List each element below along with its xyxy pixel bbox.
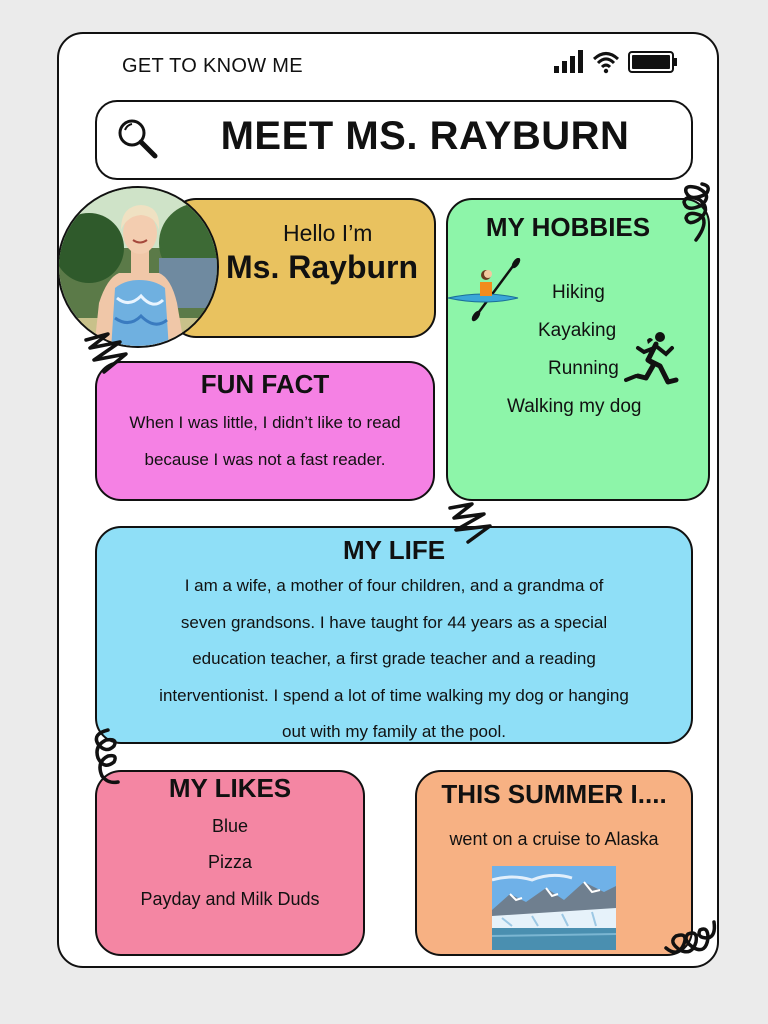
fun-fact-title: FUN FACT — [200, 369, 330, 399]
wifi-icon — [592, 50, 620, 74]
my-life-title: MY LIFE — [342, 535, 446, 565]
battery-icon — [628, 50, 678, 74]
hobby-item: Running — [548, 358, 619, 379]
hobbies-title: MY HOBBIES — [485, 212, 651, 242]
my-life-text — [108, 568, 680, 751]
avatar — [57, 186, 219, 348]
search-icon[interactable] — [117, 118, 159, 160]
hobby-item: Hiking — [552, 282, 605, 303]
page-title: MEET MS. RAYBURN — [220, 114, 630, 158]
my-life-line: education teacher, a first grade teacher and a reading — [192, 649, 596, 668]
my-life-line: I am a wife, a mother of four children, and a grandma of — [184, 576, 604, 595]
my-life-line: out with my family at the pool. — [282, 722, 506, 741]
squiggle-decoration — [84, 726, 128, 786]
hobby-item: Walking my dog — [507, 396, 642, 417]
fun-fact-text — [97, 404, 433, 478]
squiggle-decoration — [444, 500, 496, 546]
summer-text: went on a cruise to Alaska — [449, 829, 659, 849]
likes-title: MY LIKES — [168, 773, 292, 803]
fun-fact-line: When I was little, I didn’t like to read — [129, 413, 401, 432]
summer-title: THIS SUMMER I.... — [441, 779, 667, 809]
like-item: Pizza — [207, 852, 252, 872]
kayak-icon — [446, 258, 522, 322]
hobby-item: Kayaking — [538, 320, 617, 341]
squiggle-decoration — [82, 330, 134, 376]
my-life-line: interventionist. I spend a lot of time walking my dog or hanging — [159, 685, 629, 705]
squiggle-decoration — [668, 180, 714, 248]
intro-name: Ms. Rayburn — [226, 249, 419, 285]
intro-greeting: Hello I’m — [283, 220, 373, 246]
like-item: Payday and Milk Duds — [140, 889, 320, 909]
status-bar-title: GET TO KNOW ME — [122, 55, 303, 77]
glacier-photo — [492, 866, 616, 950]
squiggle-decoration — [662, 908, 718, 960]
signal-icon — [554, 50, 584, 74]
my-life-line: seven grandsons. I have taught for 44 years as a special — [180, 612, 608, 632]
like-item: Blue — [211, 816, 249, 836]
fun-fact-line: because I was not a fast reader. — [144, 450, 386, 469]
runner-icon — [624, 330, 684, 390]
